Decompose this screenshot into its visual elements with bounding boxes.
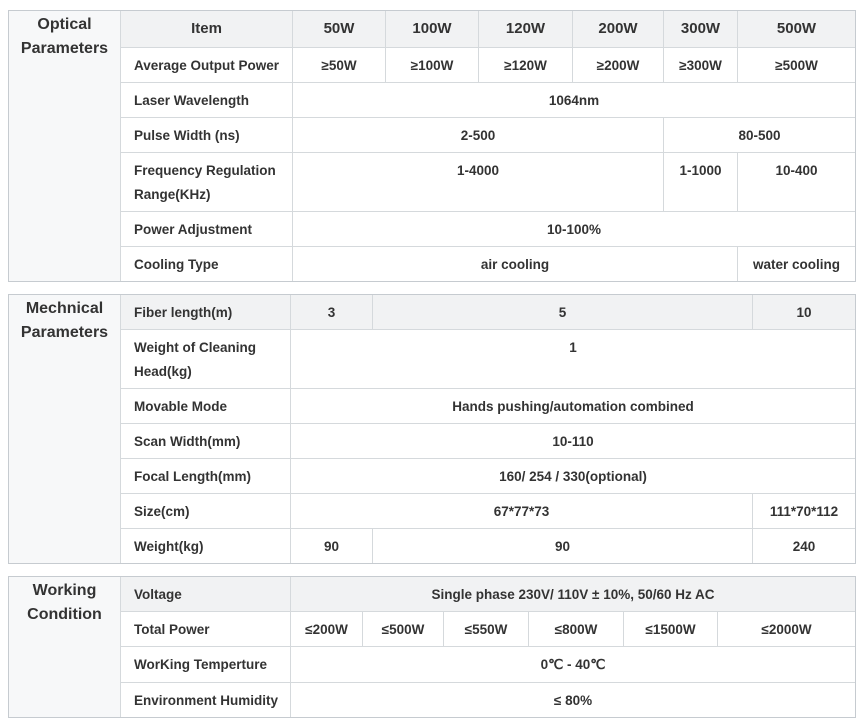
working-condition-table: [8, 576, 856, 718]
col-header-120w: 120W: [479, 11, 573, 48]
value-cell: ≥200W: [573, 48, 664, 83]
value-cell: ≤550W: [444, 612, 529, 647]
row-label-cooling-type: Cooling Type: [121, 247, 293, 282]
row-label-total-power: Total Power: [121, 612, 291, 647]
table-row: [9, 212, 856, 247]
table-row: [9, 295, 856, 330]
table-row: [9, 459, 856, 494]
row-label-size: Size(cm): [121, 494, 291, 529]
value-cell: Single phase 230V/ 110V ± 10%, 50/60 Hz AC: [291, 577, 856, 612]
table-row: [9, 83, 856, 118]
value-cell: 90: [291, 529, 373, 564]
col-header-100w: 100W: [386, 11, 479, 48]
mechnical-parameters-table: [8, 294, 856, 564]
value-cell: 2-500: [293, 118, 664, 153]
value-cell: 90: [373, 529, 753, 564]
value-cell: air cooling: [293, 247, 738, 282]
row-label-weight-of-cleaning-head: Weight of Cleaning Head(kg): [121, 330, 291, 389]
value-cell: 1-4000: [293, 153, 664, 212]
row-label-laser-wavelength: Laser Wavelength: [121, 83, 293, 118]
value-cell: ≤1500W: [624, 612, 718, 647]
row-label-working-temperture: WorKing Temperture: [121, 647, 291, 683]
value-cell: 10-100%: [293, 212, 856, 247]
table-row: [9, 48, 856, 83]
table-row: [9, 11, 856, 48]
value-cell: 3: [291, 295, 373, 330]
row-label-weight: Weight(kg): [121, 529, 291, 564]
table-row: [9, 647, 856, 683]
table-row: [9, 529, 856, 564]
value-cell: ≤ 80%: [291, 683, 856, 718]
value-cell: 80-500: [664, 118, 856, 153]
col-header-item: Item: [121, 11, 293, 48]
row-label-fiber-length: Fiber length(m): [121, 295, 291, 330]
value-cell: 1-1000: [664, 153, 738, 212]
value-cell: 240: [753, 529, 856, 564]
row-label-frequency-regulation-range: Frequency Regulation Range(KHz): [121, 153, 293, 212]
value-cell: ≥120W: [479, 48, 573, 83]
value-cell: 1: [291, 330, 856, 389]
row-label-focal-length: Focal Length(mm): [121, 459, 291, 494]
value-cell: ≤800W: [529, 612, 624, 647]
value-cell: 10-110: [291, 424, 856, 459]
table-row: [9, 612, 856, 647]
value-cell: 0℃ - 40℃: [291, 647, 856, 683]
value-cell: 10: [753, 295, 856, 330]
value-cell: ≥300W: [664, 48, 738, 83]
row-label-scan-width: Scan Width(mm): [121, 424, 291, 459]
optical-parameters-table: [8, 10, 856, 282]
row-label-pulse-width: Pulse Width (ns): [121, 118, 293, 153]
row-label-power-adjustment: Power Adjustment: [121, 212, 293, 247]
value-cell: 67*77*73: [291, 494, 753, 529]
section-label-optical-parameters: Optical Parameters: [9, 11, 121, 282]
table-row: [9, 424, 856, 459]
row-label-environment-humidity: Environment Humidity: [121, 683, 291, 718]
col-header-500w: 500W: [738, 11, 856, 48]
value-cell: ≤500W: [363, 612, 444, 647]
value-cell: ≥500W: [738, 48, 856, 83]
table-row: [9, 330, 856, 389]
value-cell: ≥100W: [386, 48, 479, 83]
value-cell: water cooling: [738, 247, 856, 282]
value-cell: Hands pushing/automation combined: [291, 389, 856, 424]
value-cell: 5: [373, 295, 753, 330]
col-header-200w: 200W: [573, 11, 664, 48]
col-header-300w: 300W: [664, 11, 738, 48]
row-label-voltage: Voltage: [121, 577, 291, 612]
value-cell: ≤200W: [291, 612, 363, 647]
section-label-mechnical-parameters: Mechnical Parameters: [9, 295, 121, 564]
value-cell: 10-400: [738, 153, 856, 212]
table-row: [9, 577, 856, 612]
value-cell: 111*70*112: [753, 494, 856, 529]
col-header-50w: 50W: [293, 11, 386, 48]
value-cell: 160/ 254 / 330(optional): [291, 459, 856, 494]
row-label-average-output-power: Average Output Power: [121, 48, 293, 83]
section-label-working-condition: Working Condition: [9, 577, 121, 718]
table-row: [9, 389, 856, 424]
row-label-movable-mode: Movable Mode: [121, 389, 291, 424]
table-row: [9, 494, 856, 529]
value-cell: ≥50W: [293, 48, 386, 83]
table-row: [9, 153, 856, 212]
table-row: [9, 683, 856, 718]
value-cell: ≤2000W: [718, 612, 856, 647]
value-cell: 1064nm: [293, 83, 856, 118]
table-row: [9, 118, 856, 153]
table-row: [9, 247, 856, 282]
